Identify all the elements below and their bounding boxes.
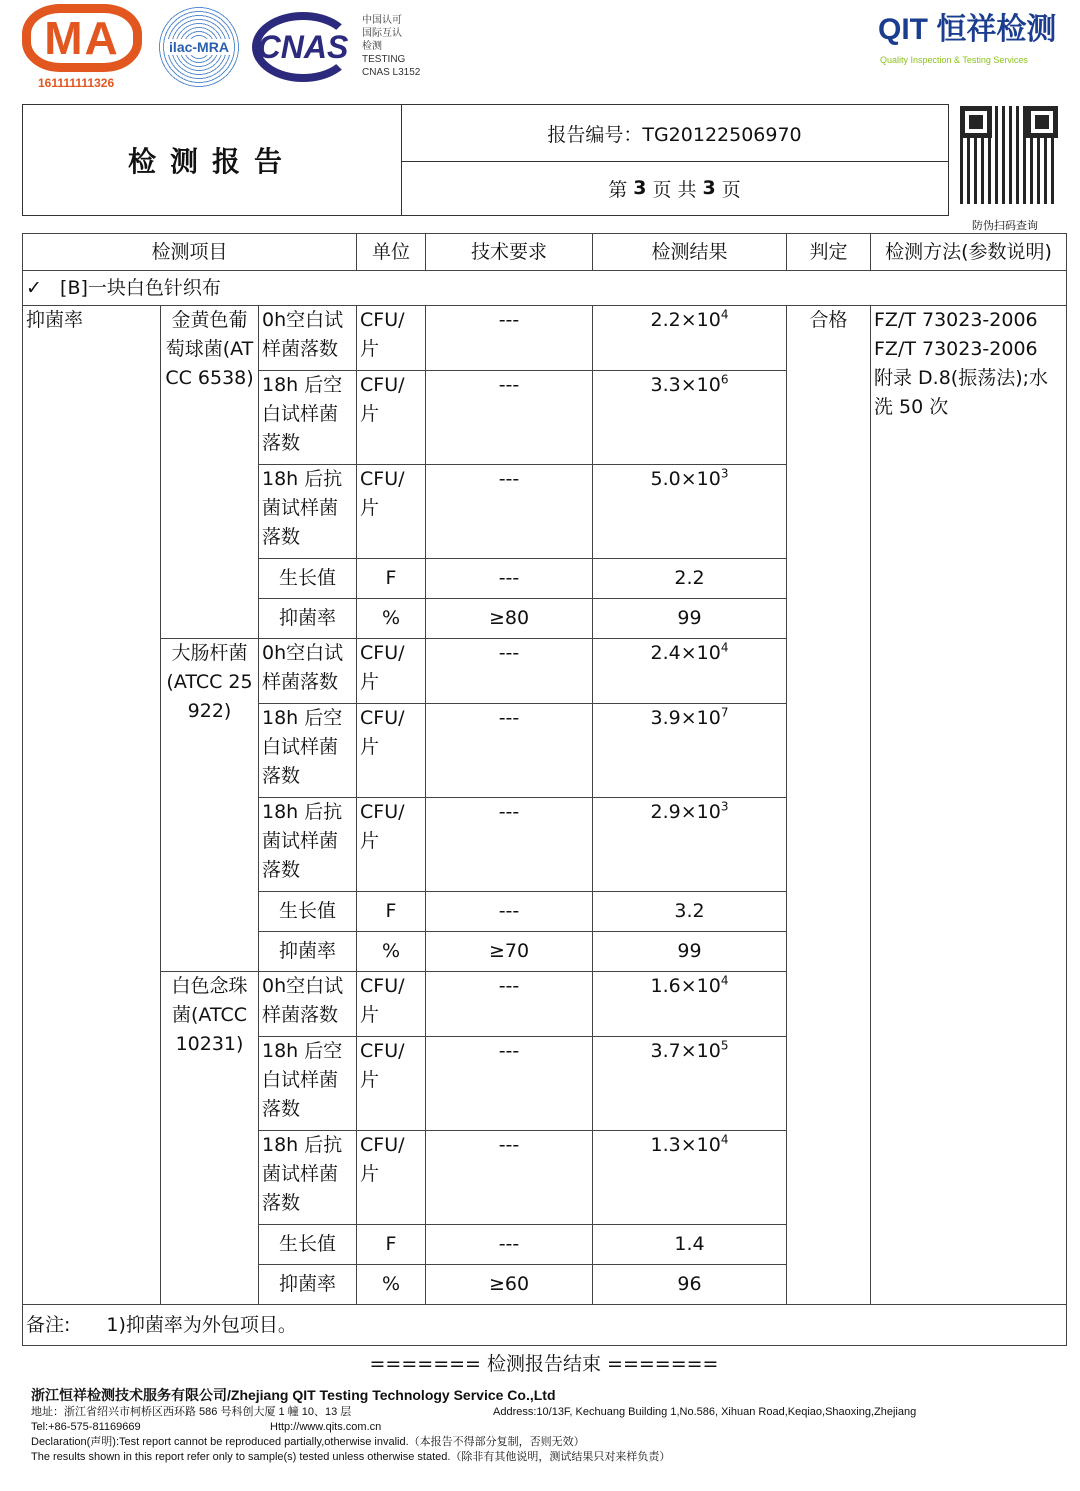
result-exponent: 6 [720,372,729,387]
result-value: 99 [677,607,702,629]
result [593,306,787,371]
unit: F [357,1225,426,1265]
unit: % [357,599,426,639]
table-row [23,306,1067,371]
test-name: 抑菌率 [259,932,357,972]
result [593,1225,787,1265]
method-line: FZ/T 73023-2006 [874,309,1038,331]
unit: CFU/片 [357,465,426,559]
result-value: 3.2 [674,900,705,922]
unit: CFU/片 [357,704,426,798]
requirement: --- [426,371,593,465]
report-header [22,104,949,216]
result-exponent: 4 [720,307,729,322]
footer-declaration: Declaration(声明):Test report cannot be reproduced partially,otherwise invalid.（本报告不得部分复制，否则无效） [31,1436,585,1448]
result-exponent: 5 [720,1038,729,1053]
page-prefix: 第 [608,178,628,201]
footer-address-row [31,1405,1066,1420]
unit: CFU/片 [357,972,426,1037]
cma-logo [22,4,142,72]
ilac-logo-text: ilac-MRA [169,39,229,55]
test-name: 18h 后抗菌试样菌落数 [259,465,357,559]
result [593,371,787,465]
unit: CFU/片 [357,371,426,465]
result-exponent: 4 [720,640,729,655]
result-value: 3.7×10 [650,1040,721,1062]
method-line: FZ/T 73023-2006 [874,338,1038,360]
result-value: 1.4 [674,1233,705,1255]
qit-tagline: Quality Inspection & Testing Services [880,55,1028,65]
footer [31,1386,1066,1465]
test-name: 生长值 [259,892,357,932]
unit: % [357,1265,426,1305]
requirement: --- [426,306,593,371]
requirement: --- [426,1037,593,1131]
result [593,1265,787,1305]
page-suffix: 页 [721,178,741,201]
cnas-logo [252,12,354,82]
page-mid: 页 共 [652,178,697,201]
cnas-logo-text: CNAS [257,28,349,65]
unit: CFU/片 [357,1037,426,1131]
report-end: ======= 检测报告结束 ======= [369,1353,719,1375]
col-header-requirement: 技术要求 [426,234,593,271]
result [593,798,787,892]
unit: CFU/片 [357,798,426,892]
requirement: --- [426,1131,593,1225]
test-name: 0h空白试样菌落数 [259,306,357,371]
col-header-item: 检测项目 [23,234,357,271]
test-name: 抑菌率 [259,1265,357,1305]
requirement: ≥70 [426,932,593,972]
result-value: 2.4×10 [650,642,721,664]
organism-name: 大肠杆菌(ATCC 25922) [161,639,259,972]
results-table [22,233,1067,1346]
requirement: --- [426,639,593,704]
judgement: 合格 [787,306,871,1305]
result-value: 3.9×10 [650,707,721,729]
page-indicator [401,161,948,215]
footer-tel: Tel:+86-575-81169669 [31,1421,141,1433]
qit-logo: QIT 恒祥检测 [878,13,1057,46]
test-name: 0h空白试样菌落数 [259,972,357,1037]
result-value: 99 [677,940,702,962]
result [593,932,787,972]
remark-text: 1)抑菌率为外包项目。 [106,1313,297,1336]
remark-label: 备注: [26,1313,71,1336]
unit: F [357,892,426,932]
sample-row [23,271,1067,306]
test-name: 18h 后抗菌试样菌落数 [259,1131,357,1225]
requirement: --- [426,559,593,599]
col-header-method: 检测方法(参数说明) [871,234,1067,271]
test-name: 生长值 [259,1225,357,1265]
requirement: --- [426,1225,593,1265]
requirement: ≥80 [426,599,593,639]
result-exponent: 3 [720,466,729,481]
test-name: 18h 后空白试样菌落数 [259,371,357,465]
result [593,892,787,932]
remark-row [23,1305,1067,1346]
result [593,704,787,798]
report-title: 检测报告 [23,105,402,215]
footer-contact-row [31,1420,1066,1435]
report-body [22,233,1066,1465]
method [871,306,1067,1305]
requirement: --- [426,892,593,932]
requirement: --- [426,972,593,1037]
remark-cell [23,1305,1067,1346]
unit: CFU/片 [357,306,426,371]
test-name: 抑菌率 [259,599,357,639]
unit: F [357,559,426,599]
page-current: 3 [633,177,647,199]
col-header-judgement: 判定 [787,234,871,271]
result [593,1037,787,1131]
result-value: 3.3×10 [650,374,721,396]
result-value: 2.9×10 [650,801,721,823]
test-name: 18h 后抗菌试样菌落数 [259,798,357,892]
result [593,465,787,559]
cnas-text: 中国认可 国际互认 检测 TESTING CNAS L3152 [362,15,421,78]
requirement: --- [426,704,593,798]
result-value: 2.2 [674,567,705,589]
result [593,1131,787,1225]
test-name: 18h 后空白试样菌落数 [259,704,357,798]
qr-caption: 防伪扫码查询 [972,219,1038,232]
cma-number: 161111111326 [38,76,115,90]
organism-name: 白色念珠菌(ATCC 10231) [161,972,259,1305]
result-exponent: 4 [720,973,729,988]
result-value: 96 [677,1273,702,1295]
test-name: 0h空白试样菌落数 [259,639,357,704]
footer-company: 浙江恒祥检测技术服务有限公司/Zhejiang QIT Testing Technology Service Co.,Ltd [31,1387,556,1403]
test-name: 18h 后空白试样菌落数 [259,1037,357,1131]
test-item: 抑菌率 [23,306,161,1305]
cma-logo-text: MA [44,12,120,64]
footer-web[interactable]: Http://www.qits.com.cn [270,1421,382,1433]
sample-name: ✓ [B]一块白色针织布 [23,271,1067,306]
requirement: --- [426,798,593,892]
result [593,639,787,704]
method-line: 附录 D.8(振荡法);水洗 50 次 [874,367,1049,418]
col-header-result: 检测结果 [593,234,787,271]
result [593,972,787,1037]
page-total: 3 [702,177,716,199]
unit: CFU/片 [357,639,426,704]
table-header [23,234,1067,271]
report-number: 报告编号：TG20122506970 [401,105,948,162]
footer-address-en: Address:10/13F, Kechuang Building 1,No.586, Xihuan Road,Keqiao,Shaoxing,Zhejiang [493,1406,917,1418]
footer-address-cn: 地址：浙江省绍兴市柯桥区西环路 586 号科创大厦 1 幢 10、13 层 [31,1406,352,1418]
requirement: ≥60 [426,1265,593,1305]
result [593,599,787,639]
test-name: 生长值 [259,559,357,599]
footer-results-note: The results shown in this report refer only to sample(s) tested unless otherwise stated.（除非有其他说明，测试结果只对来样负责） [31,1451,671,1463]
result-value: 1.6×10 [650,975,721,997]
result [593,559,787,599]
result-exponent: 3 [720,799,729,814]
col-header-unit: 单位 [357,234,426,271]
ilac-logo [156,6,242,88]
qr-code[interactable] [960,106,1058,204]
result-value: 2.2×10 [650,309,721,331]
requirement: --- [426,465,593,559]
unit: % [357,932,426,972]
result-value: 1.3×10 [650,1134,721,1156]
result-exponent: 4 [720,1132,729,1147]
unit: CFU/片 [357,1131,426,1225]
result-exponent: 7 [720,705,729,720]
result-value: 5.0×10 [650,468,721,490]
organism-name: 金黄色葡萄球菌(ATCC 6538) [161,306,259,639]
